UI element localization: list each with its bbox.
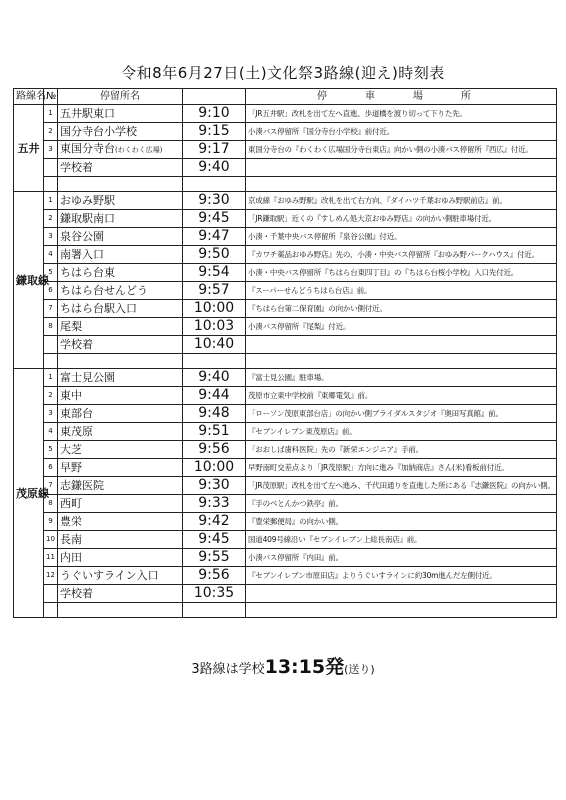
stop-number — [44, 336, 58, 354]
departure-time: 9:56 — [183, 441, 246, 459]
stop-location: 『カワチ薬品おゆみ野店』先の、小湊・中央バス停留所『おゆみ野パークハウス』付近。 — [246, 246, 557, 264]
blank-row — [14, 354, 557, 369]
stop-location: 「JR茂原駅」改札を出て左へ進み、千代田通りを直進した所にある『志鎌医院』の向かい側。 — [246, 477, 557, 495]
table-row — [14, 369, 557, 387]
departure-time: 9:45 — [183, 210, 246, 228]
blank-cell — [246, 177, 557, 192]
stop-name — [58, 159, 183, 177]
footer-time: 13:15 — [264, 656, 326, 678]
departure-time: 9:42 — [183, 513, 246, 531]
stop-name — [58, 531, 183, 549]
stop-location — [246, 336, 557, 354]
blank-cell — [58, 354, 183, 369]
stop-name-text: 五井駅東口 — [60, 107, 115, 120]
header-row — [14, 89, 557, 105]
table-row — [14, 105, 557, 123]
table-row — [14, 192, 557, 210]
footer-note: (送り) — [344, 663, 375, 676]
table-row — [14, 318, 557, 336]
stop-location: 『セブンイレブン市原田店』よりうぐいすラインに約30m進んだ左側付近。 — [246, 567, 557, 585]
stop-number: 8 — [44, 318, 58, 336]
stop-name — [58, 141, 183, 159]
stop-name-text: ちはら台せんどう — [60, 284, 148, 297]
stop-number: 5 — [44, 264, 58, 282]
table-row — [14, 282, 557, 300]
stop-name-text: 学校着 — [60, 338, 93, 351]
departure-time: 10:00 — [183, 300, 246, 318]
stop-name — [58, 567, 183, 585]
table-row — [14, 210, 557, 228]
table-row — [14, 228, 557, 246]
stop-name — [58, 441, 183, 459]
departure-time: 9:33 — [183, 495, 246, 513]
departure-time: 9:44 — [183, 387, 246, 405]
stop-location: 『ちはら台第二保育園』の向かい側付近。 — [246, 300, 557, 318]
stop-name — [58, 336, 183, 354]
route-name: 鎌取線 — [14, 192, 44, 369]
stop-location: 国道409号線沿い『セブンイレブン上総長南店』前。 — [246, 531, 557, 549]
stop-location: 「ローソン茂原東部台店」の向かい側ブライダルスタジオ『奥田写真館』前。 — [246, 405, 557, 423]
stop-name — [58, 513, 183, 531]
departure-time: 10:03 — [183, 318, 246, 336]
stop-number: 9 — [44, 513, 58, 531]
stop-number: 1 — [44, 369, 58, 387]
departure-time: 9:40 — [183, 369, 246, 387]
stop-location: 『豊栄郵便局』の向かい側。 — [246, 513, 557, 531]
stop-name — [58, 585, 183, 603]
table-row — [14, 513, 557, 531]
stop-number: 4 — [44, 423, 58, 441]
stop-location: 『セブンイレブン東茂原店』前。 — [246, 423, 557, 441]
stop-name-text: 早野 — [60, 461, 82, 474]
stop-name — [58, 318, 183, 336]
page-title: 令和8年6月27日(土)文化祭3路線(迎え)時刻表 — [121, 64, 445, 82]
blank-cell — [183, 603, 246, 618]
stop-number: 10 — [44, 531, 58, 549]
stop-number: 11 — [44, 549, 58, 567]
footer-prefix: 3路線は学校 — [191, 662, 265, 677]
departure-time: 10:00 — [183, 459, 246, 477]
stop-note: (わくわく広場) — [115, 146, 163, 154]
table-row — [14, 441, 557, 459]
stop-name-text: 尾梨 — [60, 320, 82, 333]
stop-name-text: 内田 — [60, 551, 82, 564]
stop-name-text: 学校着 — [60, 587, 93, 600]
stop-number: 4 — [44, 246, 58, 264]
stop-location: 小湊・千葉中央バス停留所『泉谷公園』付近。 — [246, 228, 557, 246]
route-name: 茂原線 — [14, 369, 44, 618]
stop-location: 『富士見公園』駐車場。 — [246, 369, 557, 387]
departure-time: 9:47 — [183, 228, 246, 246]
blank-cell — [246, 603, 557, 618]
table-row — [14, 264, 557, 282]
stop-location: 東国分寺台の『わくわく広場国分寺台東店』向かい側の小湊バス停留所『西広』付近。 — [246, 141, 557, 159]
route-name: 五井 — [14, 105, 44, 192]
header-no: № — [44, 89, 58, 105]
departure-time: 9:57 — [183, 282, 246, 300]
departure-time: 9:30 — [183, 192, 246, 210]
blank-row — [14, 177, 557, 192]
stop-name-text: 学校着 — [60, 161, 93, 174]
stop-number: 7 — [44, 300, 58, 318]
timetable — [13, 88, 557, 618]
stop-number: 6 — [44, 459, 58, 477]
stop-name-text: うぐいすライン入口 — [60, 569, 159, 582]
stop-name-text: 鎌取駅南口 — [60, 212, 115, 225]
stop-name — [58, 210, 183, 228]
stop-location: 「おおしば歯科医院」先の『新栄エンジニア』手前。 — [246, 441, 557, 459]
stop-number: 3 — [44, 228, 58, 246]
blank-cell — [58, 603, 183, 618]
stop-name-text: 東国分寺台 — [60, 142, 115, 155]
stop-name — [58, 495, 183, 513]
blank-cell — [183, 177, 246, 192]
header-stop: 停留所名 — [58, 89, 183, 105]
stop-name — [58, 228, 183, 246]
stop-location: 「JR五井駅」改札を出て左へ直進、歩道橋を渡り切って下りた先。 — [246, 105, 557, 123]
departure-time: 9:45 — [183, 531, 246, 549]
table-row — [14, 387, 557, 405]
departure-time: 9:17 — [183, 141, 246, 159]
stop-name-text: 泉谷公園 — [60, 230, 104, 243]
footer-departure — [0, 652, 566, 679]
stop-name-text: おゆみ野駅 — [60, 194, 115, 207]
stop-name — [58, 300, 183, 318]
stop-name-text: 南署入口 — [60, 248, 104, 261]
table-row — [14, 336, 557, 354]
stop-number: 5 — [44, 441, 58, 459]
stop-number: 3 — [44, 141, 58, 159]
departure-time: 9:51 — [183, 423, 246, 441]
table-row — [14, 423, 557, 441]
stop-name — [58, 123, 183, 141]
departure-time: 9:10 — [183, 105, 246, 123]
blank-cell — [44, 177, 58, 192]
stop-location: 『手のべとんかつ鉄亭』前。 — [246, 495, 557, 513]
stop-name-text: 志鎌医院 — [60, 479, 104, 492]
stop-location: 茂原市立東中学校前『東郷電気』前。 — [246, 387, 557, 405]
stop-number — [44, 159, 58, 177]
table-row — [14, 141, 557, 159]
stop-number: 1 — [44, 192, 58, 210]
stop-location: 小湊バス停留所『国分寺台小学校』前付近。 — [246, 123, 557, 141]
header-route: 路線名 — [14, 89, 44, 105]
stop-name-text: 豊栄 — [60, 515, 82, 528]
stop-name — [58, 477, 183, 495]
stop-location: 『スーパーせんどうちはら台店』前。 — [246, 282, 557, 300]
stop-name — [58, 549, 183, 567]
header-location: 停 車 場 所 — [246, 89, 557, 105]
departure-time: 9:40 — [183, 159, 246, 177]
stop-name-text: ちはら台駅入口 — [60, 302, 137, 315]
stop-name-text: 東中 — [60, 389, 82, 402]
table-row — [14, 459, 557, 477]
table-row — [14, 159, 557, 177]
blank-cell — [183, 354, 246, 369]
stop-name — [58, 105, 183, 123]
stop-name-text: ちはら台東 — [60, 266, 115, 279]
stop-name — [58, 369, 183, 387]
stop-number: 2 — [44, 210, 58, 228]
stop-location — [246, 159, 557, 177]
table-row — [14, 549, 557, 567]
stop-name-text: 国分寺台小学校 — [60, 125, 137, 138]
stop-name — [58, 459, 183, 477]
stop-name — [58, 405, 183, 423]
stop-name — [58, 246, 183, 264]
departure-time: 9:56 — [183, 567, 246, 585]
stop-number: 2 — [44, 387, 58, 405]
stop-number: 2 — [44, 123, 58, 141]
table-row — [14, 477, 557, 495]
stop-name-text: 東茂原 — [60, 425, 93, 438]
stop-number: 6 — [44, 282, 58, 300]
stop-location: 小湊バス停留所『尾梨』付近。 — [246, 318, 557, 336]
departure-time: 9:15 — [183, 123, 246, 141]
departure-time: 9:50 — [183, 246, 246, 264]
stop-location: 小湊バス停留所『内田』前。 — [246, 549, 557, 567]
stop-number: 1 — [44, 105, 58, 123]
blank-cell — [58, 177, 183, 192]
stop-location: 早野南町交差点より「JR茂原駅」方向に進み『加納商店』さん(米)看板前付近。 — [246, 459, 557, 477]
table-row — [14, 495, 557, 513]
departure-time: 9:54 — [183, 264, 246, 282]
stop-name — [58, 264, 183, 282]
stop-location: 小湊・中央バス停留所『ちはら台東四丁目』の『ちはら台桜小学校』入口先付近。 — [246, 264, 557, 282]
stop-name-text: 長南 — [60, 533, 82, 546]
blank-cell — [246, 354, 557, 369]
stop-name-text: 西町 — [60, 497, 82, 510]
stop-location: 「JR鎌取駅」近くの『すしめん処大京おゆみ野店』の向かい側駐車場付近。 — [246, 210, 557, 228]
table-row — [14, 300, 557, 318]
stop-number: 7 — [44, 477, 58, 495]
stop-name-text: 東部台 — [60, 407, 93, 420]
stop-number: 3 — [44, 405, 58, 423]
table-row — [14, 123, 557, 141]
stop-location: 京成線『おゆみ野駅』改札を出て右方向、『ダイハツ千葉おゆみ野駅前店』前。 — [246, 192, 557, 210]
table-row — [14, 531, 557, 549]
table-row — [14, 585, 557, 603]
blank-cell — [44, 603, 58, 618]
stop-name-text: 大芝 — [60, 443, 82, 456]
stop-name — [58, 423, 183, 441]
stop-name — [58, 387, 183, 405]
stop-name — [58, 192, 183, 210]
table-row — [14, 246, 557, 264]
blank-row — [14, 603, 557, 618]
footer-suffix: 発 — [325, 656, 345, 678]
departure-time: 10:40 — [183, 336, 246, 354]
blank-cell — [44, 354, 58, 369]
stop-number: 8 — [44, 495, 58, 513]
table-row — [14, 567, 557, 585]
table-row — [14, 405, 557, 423]
departure-time: 10:35 — [183, 585, 246, 603]
departure-time: 9:30 — [183, 477, 246, 495]
departure-time: 9:55 — [183, 549, 246, 567]
stop-location — [246, 585, 557, 603]
stop-number — [44, 585, 58, 603]
header-time — [183, 89, 246, 105]
stop-name-text: 富士見公園 — [60, 371, 115, 384]
departure-time: 9:48 — [183, 405, 246, 423]
stop-name — [58, 282, 183, 300]
stop-number: 12 — [44, 567, 58, 585]
